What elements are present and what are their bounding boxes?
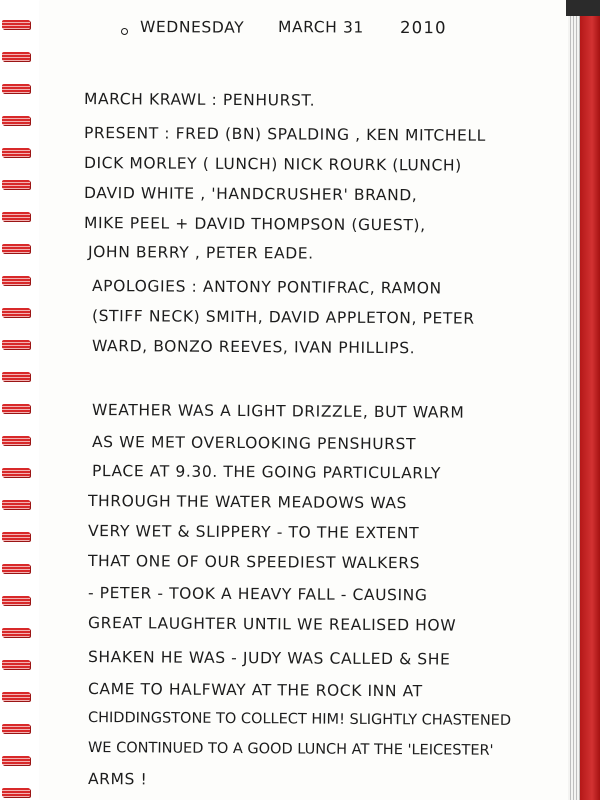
note-line: AS WE MET OVERLOOKING PENSHURST	[91, 433, 417, 454]
spiral-binding	[0, 0, 34, 800]
binding-ring	[2, 244, 30, 253]
binding-ring	[2, 84, 30, 93]
note-line: WEATHER WAS A LIGHT DRIZZLE, BUT WARM	[91, 401, 465, 422]
note-line: GREAT LAUGHTER UNTIL WE REALISED HOW	[87, 614, 457, 635]
note-line: MIKE PEEL + DAVID THOMPSON (GUEST),	[83, 214, 426, 235]
note-line: VERY WET & SLIPPERY - TO THE EXTENT	[87, 522, 420, 543]
binding-ring	[2, 20, 30, 29]
note-line: CAME TO HALFWAY AT THE ROCK INN AT	[87, 680, 423, 701]
cover-corner	[566, 0, 600, 16]
binding-ring	[2, 788, 30, 797]
note-line: JOHN BERRY , PETER EADE.	[87, 243, 314, 263]
note-line: CHIDDINGSTONE TO COLLECT HIM! SLIGHTLY CHASTENED	[87, 710, 512, 729]
binding-ring	[2, 500, 30, 509]
note-line: PLACE AT 9.30. THE GOING PARTICULARLY	[91, 462, 442, 483]
note-line: WE CONTINUED TO A GOOD LUNCH AT THE 'LEICESTER'	[87, 740, 494, 759]
header-day: WEDNESDAY	[139, 18, 245, 37]
bullet-icon	[121, 28, 128, 35]
note-line: PRESENT : FRED (BN) SPALDING , KEN MITCHELL	[83, 124, 486, 145]
binding-ring	[2, 212, 30, 221]
note-line: DICK MORLEY ( LUNCH) NICK ROURK (LUNCH)	[83, 154, 462, 175]
note-line: WARD, BONZO REEVES, IVAN PHILLIPS.	[91, 337, 416, 358]
binding-ring	[2, 404, 30, 413]
header-date: MARCH 31	[277, 18, 364, 37]
note-line: SHAKEN HE WAS - JUDY WAS CALLED & SHE	[87, 648, 451, 669]
note-line: ARMS !	[87, 770, 148, 789]
binding-ring	[2, 180, 30, 189]
header-year: 2010	[399, 18, 447, 38]
binding-ring	[2, 436, 30, 445]
note-line: MARCH KRAWL : PENHURST.	[83, 90, 316, 110]
binding-ring	[2, 468, 30, 477]
binding-ring	[2, 628, 30, 637]
binding-ring	[2, 596, 30, 605]
binding-ring	[2, 372, 30, 381]
binding-ring	[2, 564, 30, 573]
binding-ring	[2, 308, 30, 317]
binding-ring	[2, 756, 30, 765]
red-cover	[580, 0, 600, 800]
binding-ring	[2, 660, 30, 669]
note-line: THROUGH THE WATER MEADOWS WAS	[87, 492, 408, 513]
binding-ring	[2, 276, 30, 285]
binding-ring	[2, 52, 30, 61]
note-line: - PETER - TOOK A HEAVY FALL - CAUSING	[87, 584, 428, 605]
binding-ring	[2, 532, 30, 541]
page-edges	[568, 0, 580, 800]
note-line: (STIFF NECK) SMITH, DAVID APPLETON, PETER	[91, 307, 475, 328]
binding-ring	[2, 724, 30, 733]
note-line: DAVID WHITE , 'HANDCRUSHER' BRAND,	[83, 184, 418, 205]
note-line: THAT ONE OF OUR SPEEDIEST WALKERS	[87, 552, 421, 573]
binding-ring	[2, 692, 30, 701]
binding-ring	[2, 116, 30, 125]
binding-ring	[2, 148, 30, 157]
binding-ring	[2, 340, 30, 349]
note-line: APOLOGIES : ANTONY PONTIFRAC, RAMON	[91, 277, 442, 298]
